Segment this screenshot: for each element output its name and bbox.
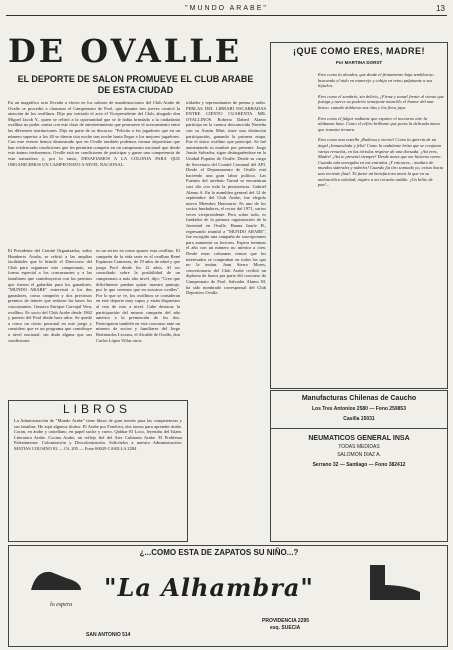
- boot-icon: [360, 560, 430, 605]
- poem-stanza: Eres como la alondra, que desde el firmamento baja tembloroso buscando el nido en esmerejo y cobija en reino palpitante a sus hijuelos.: [318, 72, 434, 89]
- ad-address: SAN ANTONIO 514: [86, 632, 131, 638]
- poem-title: ¡QUE COMO ERES, MADRE!: [292, 46, 425, 56]
- ad-tagline: lo espera: [50, 602, 73, 608]
- ad-line: Los Tres Antonios 2580 — Fono 259853: [311, 406, 406, 412]
- header-rule: [6, 15, 447, 16]
- ad-address: PROVIDENCIA 2295: [262, 618, 310, 624]
- poem-stanza: Eres como una estrella ¡Radiosa y eterna! Como la querría de un ángel ¡Inmaculada y feliz! Como la ondulante brisa que se conjunta varias revuelas, en las tórtolas respirar de una dorsada. ¡Así eres, Madre! ¡Así te presentí siempre! Desde antes que me hicieras carne. Cuando aún navegaba en tus entrañas ¡Y entonces... maduro de mundos siderales y nubeles! Cuando fui tiro sonnado yo, existo hacia una reciente final. Tú fuiste mi benefactora mora la que en su melancólica soledad, inspire a mi corazón ardido. ¡Un hilito de paz!...: [318, 137, 444, 188]
- libros-body: La Administración de "Mundo Arabe" tiene libros de gran interés para las competencias y sus familias. He aquí algunos títulos: El Arabe por Fonética, dos tomos para aprender árabe. Coran, en árabe y castellano, en papel suche y cuero. Qabbar El Loco, leyendas del Islam. Literatura Arabe. Cocina Arabe, un reflejo fiel del Arte Culinario Arabe. El Problema Palestiniense. Colonización y Descolonización. Solicítelos a nuestra Administración: MATIAS COUSINO 82 — Of. 205 — Fono 69029 CASILLA 2284: [14, 418, 182, 451]
- poem-stanza: Eres como el fulgor radiante que esparce el nocturno aire la alabanza luna. Como el céfiro brillante que porta la delicada mano que transita ternura.: [318, 115, 440, 132]
- article-column-b: es un serios en torno apurez esta ovallino. El campeón de la vida serie es el ovallino René Espinoza Contreras, de 19 años de edad y que juega Pool desde los 12 años. Al ser consultado sobre la posibilidad de un campeonato a más alto nivel, dijo: "Creo que difícilmente puedan quitar nuestro puntaje, por lo que creemos que en nosotros ovalles". Por lo que se ve, los ovallinos se consideran en este deporte muy capos y están dispuestos al reto de esto a nivel. Cabe destacar la participación del mismo campeón del año anterior a la premiación de los dos. Participaron también en este concurso ante un número de socios y familiares del Jorge Bettinardos Lecaros, el Alcalde de Ovalle, don Carlos López Villar otros: [96, 248, 180, 343]
- article-subtitle: EL DEPORTE DE SALON PROMUEVE EL CLUB ARABE: [17, 74, 254, 84]
- ad-address: esq. SUECIA: [270, 625, 301, 631]
- ad-line: Serrano 32 — Santiago — Fono 382412: [312, 462, 406, 468]
- ad-headline: ¿...COMO ESTA DE ZAPATOS SU NIÑO...?: [139, 548, 299, 557]
- ad-title-2: NEUMATICOS GENERAL INSA: [308, 435, 410, 442]
- article-subtitle-2: DE ESTA CIUDAD: [97, 85, 174, 95]
- page-number: 13: [436, 4, 445, 13]
- libros-title: LIBROS: [62, 402, 131, 416]
- article-title: DE OVALLE: [8, 32, 243, 70]
- ad-manufacturas: [270, 390, 448, 542]
- article-column-a: El Presidente del Comité Organizador, señor Humberto Acuña, se refirió a las amplias facilidades que le brindó el Directorio del Club para organizar este campeonato, en forma especial a los concursantes y a las familiares que contribuyeron con los premios que fueron el galardón para los ganadores. "MUNDO ARABE" entrevistó a los dos ganadores, como campeón y dos preciosos premios de interés que sedaron las bases los concursantes. Gustavo Enrique Carvajal Vera, ovallino. Es socio del Club Arabe desde 1962 y partero del Pool desde hace años. Se quedó a cinco un cierto personal en este juego y considero que es un programa que contribuye a nivel nacional, sin duda alguna que sus condiciones: [8, 248, 92, 343]
- ad-line: Casilla 15031: [343, 416, 375, 422]
- ad-line: SALOMON DIAZ A.: [337, 452, 381, 458]
- shoe-icon: [26, 560, 86, 600]
- ad-title: Manufacturas Chilenas de Caucho: [301, 395, 417, 402]
- poem-author: Por MARTINA DORST: [335, 60, 383, 65]
- ad-divider: [271, 428, 447, 429]
- ad-line: TODAS MEDIDAS: [338, 444, 380, 450]
- article-lead: En un magnífico acto llevado a efecto en los salones de manifestaciones del Club Arabe de Ovalle se procedió a clausurar el Campeonato de Pool, que durante tres jueves cautivó la atención de los ovallinos. Dijo por iniciado el acto el Vicepresidente del Club, abogado don Miguel Jacob Y., quien se refirió a la oportunidad que se le había brindado a la ciudadanía ovallina no poder contar con este clase de entretenimiento que promueve el acercamiento entre las diferentes instituciones. Dijo en parte de su discurso: "Felicito a los jugadores que en un número superior a los 40 se dieron cita noche tras noche hasta llegar a los mejores jugadores. Con este evento hemos demostrado que en Ovalle también podemos formar deportistas que han evidenciado condiciones que les permiten competir en un campeonato nacional que desde este ánimo invitaremos. Ovalle está en condiciones de participar y ganar una competencia de esta naturaleza y, por lo tanto, DESAFIAMOS A LA COLONIA PARA QUE ORGANICEMOS UN CAMPEONATO A NIVEL NACIONAL.: [8, 100, 180, 167]
- poem-body: [318, 72, 444, 193]
- article-column-c: tridades y representantes de prensa y radio. PERLAS DEL LIBRARI ESCARBADAS ENTRE CIENTO CUARENTA MIL OVALLINOS. Roberto Dabed Alamo participa en la cuenca desconocida Norteña con su Austin Mini, tinee una distinción participación, ganando la primera etapa. Fue el único ovallino que participó. Se fué aumentando su nombre por presente. Jorge Jarufe Salvador, sigue distinguiéndose en la Unidad Popular de Ovalle. Desde su cargo de Secretario del Comité Comunal del API. Desde el Departamento de Ovalle está haciendo una gran labor política. Las Fuentes del arrebato Tarrad se encuentran casi día con toda la persistencia. Gabriel Alamo A. En la asamblea general del 12 de septiembre del Club Arabe, fue elegido nuevo Miembro Honorario. Es uno de los socios fundadores, el rector del 1971, varios veces vicepresidente. Pero sobre todo, es fundador de la primera organización de la Juventud en Ovalle. Hanna Jarufe H., regresando triunfal a "MUNDO ARABE", fue escogido una campaña de suscripciones para aumentar su lectores. Espera terminar el año con un número no inferior a cien. Desde estas columnas vemos que los interesados se compraban en todos los que no la tenían. Juan Sierra Mores, concesionario del Club Arabe recibió un diploma de honor por parte del concurso de Campeonato de Pool. Salvador Alamo M. ha sido nombrado corresponsal del Club Deportivo Ovalle.: [186, 100, 266, 296]
- poem-stanza: Eres como el sombrío, sin delirio, ¡Firme y tenaz! frente al viento que fustiga y tuerce su poderío semejante mancillo el humor del mar bravo. cuando doblaron sus olas y los fieva jaya.: [318, 93, 444, 110]
- brand-logo: "La Alhambra": [104, 573, 314, 602]
- header-title: "MUNDO ARABE": [185, 5, 268, 12]
